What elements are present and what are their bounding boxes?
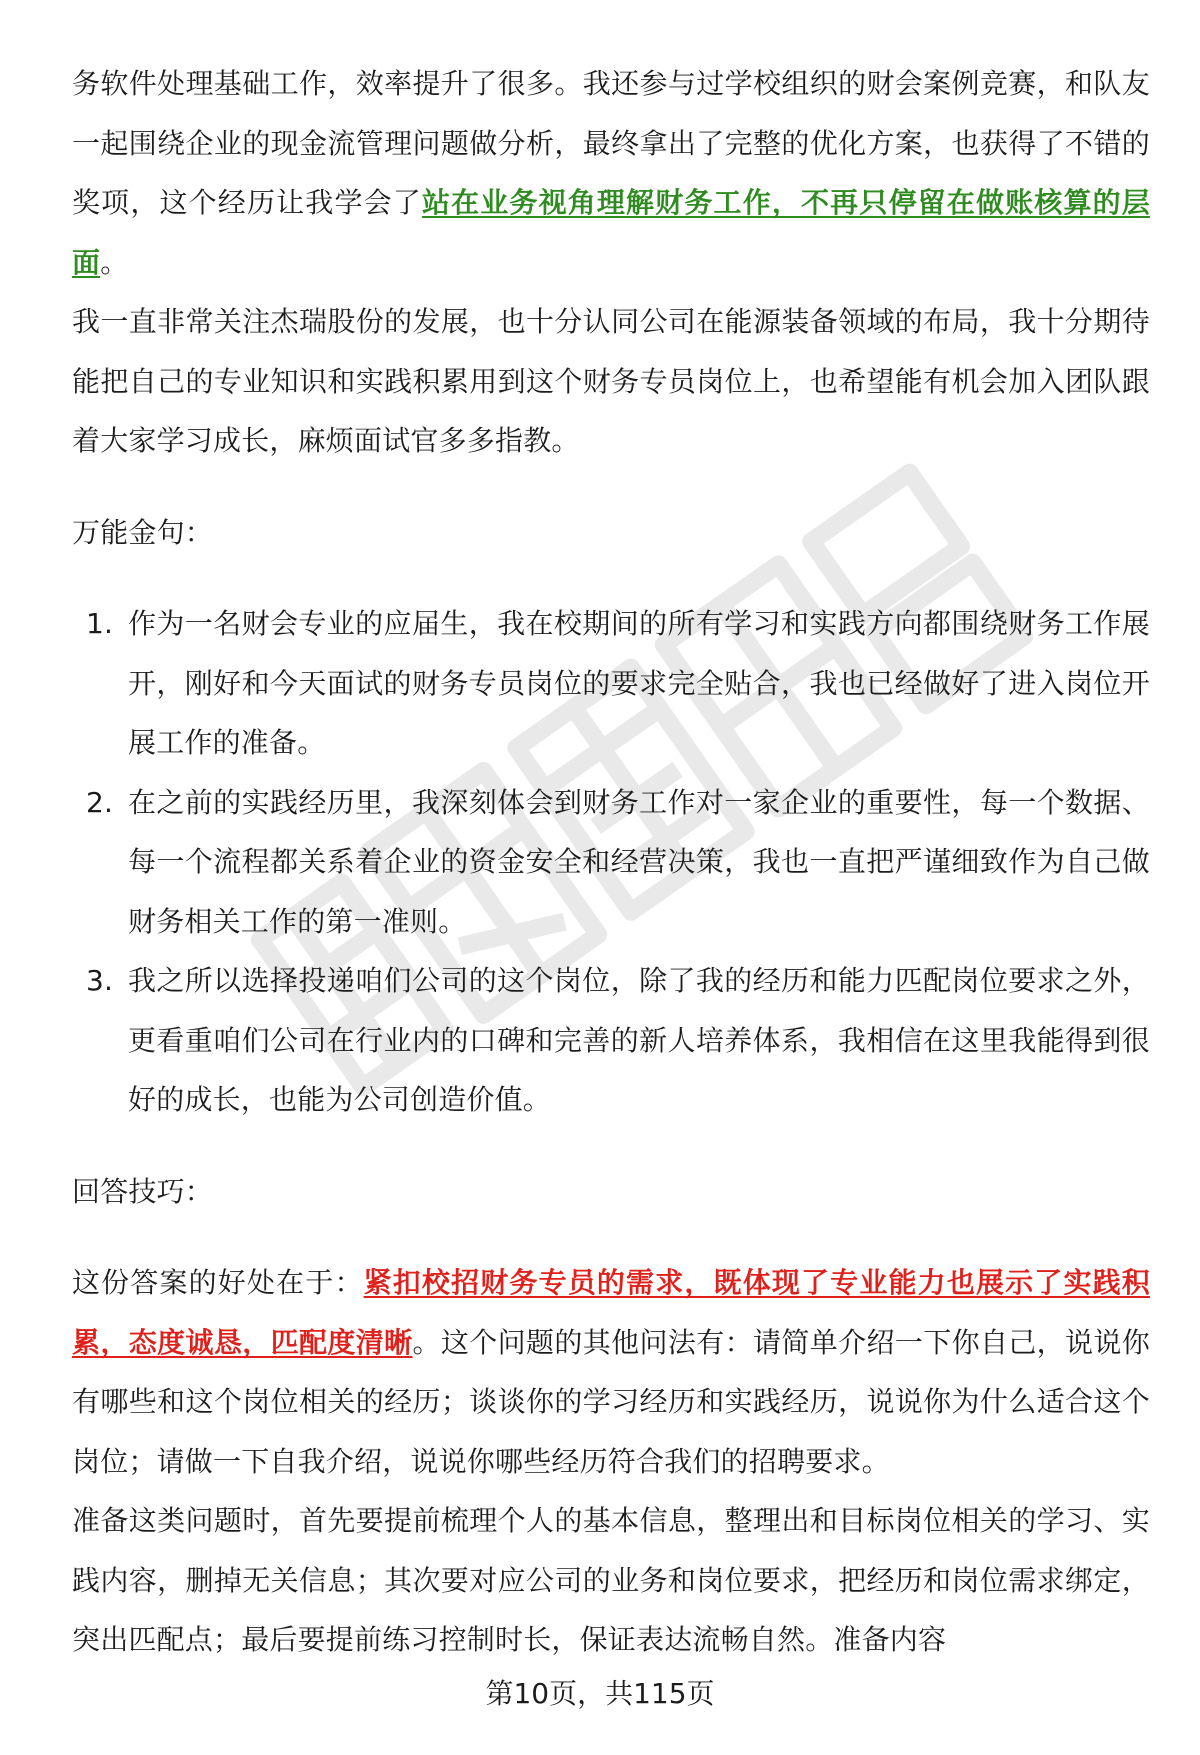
- list-item-text: 我之所以选择投递咱们公司的这个岗位，除了我的经历和能力匹配岗位要求之外，更看重咱们公司在行业内的口碑和完善的新人培养体系，我相信在这里我能得到很好的成长，也能为公司创造价值。: [128, 964, 1150, 1116]
- tips-heading: 回答技巧：: [72, 1174, 214, 1208]
- list-item-text: 作为一名财会专业的应届生，我在校期间的所有学习和实践方向都围绕财务工作展开，刚好和今天面试的财务专员岗位的要求完全贴合，我也已经做好了进入岗位开展工作的准备。: [128, 607, 1150, 759]
- list-item-text: 在之前的实践经历里，我深刻体会到财务工作对一家企业的重要性，每一个数据、每一个流程都关系着企业的资金安全和经营决策，我也一直把严谨细致作为自己做财务相关工作的第一准则。: [128, 785, 1150, 938]
- golden-phrases-list: [72, 594, 1150, 1130]
- closing-paragraph: 我一直非常关注杰瑞股份的发展，也十分认同公司在能源装备领域的布局，我十分期待能把自己的专业知识和实践积累用到这个财务专员岗位上，也希望能有机会加入团队跟着大家学习成长，麻烦面试官多多指教。: [72, 305, 1150, 457]
- key-point-highlight: 紧扣校招财务专员的需求，既体现了专业能力也展示了实践积累，态度诚恳，匹配度清晰: [72, 1266, 1150, 1359]
- list-item-number: 2.: [86, 785, 114, 819]
- preparation-paragraph: 准备这类问题时，首先要提前梳理个人的基本信息，整理出和目标岗位相关的学习、实践内容，删掉无关信息；其次要对应公司的业务和岗位要求，把经历和岗位需求绑定，突出匹配点；最后要提前练习控制时长，保证表达流畅自然。准备内容: [72, 1504, 1150, 1656]
- intro-paragraph-end: 务软件处理基础工作，效率提升了很多。我还参与过学校组织的财会案例竞赛，和队友一起围绕企业的现金流管理问题做分析，最终拿出了完整的优化方案，也获得了不错的奖项，这个经历让我学会了站在业务视角理解财务工作，不再只停留在做账核算的层面。: [72, 67, 1150, 279]
- page-number: 第10页，共115页: [485, 1677, 715, 1710]
- list-item: [72, 773, 1150, 952]
- list-item-number: 3.: [86, 964, 114, 997]
- golden-phrases-heading: 万能金句：: [72, 515, 214, 549]
- list-item: [72, 594, 1150, 773]
- tips-paragraph: 这份答案的好处在于：紧扣校招财务专员的需求，既体现了专业能力也展示了实践积累，态度诚恳，匹配度清晰。这个问题的其他问法有：请简单介绍一下你自己，说说你有哪些和这个岗位相关的经历；谈谈你的学习经历和实践经历，说说你为什么适合这个岗位；请做一下自我介绍，说说你哪些经历符合我们的招聘要求。: [72, 1266, 1151, 1478]
- list-item-number: 1.: [86, 607, 114, 640]
- document-body: [72, 54, 1150, 1670]
- key-point-highlight: 站在业务视角理解财务工作，不再只停留在做账核算的层面: [72, 186, 1150, 279]
- list-item: [72, 951, 1150, 1130]
